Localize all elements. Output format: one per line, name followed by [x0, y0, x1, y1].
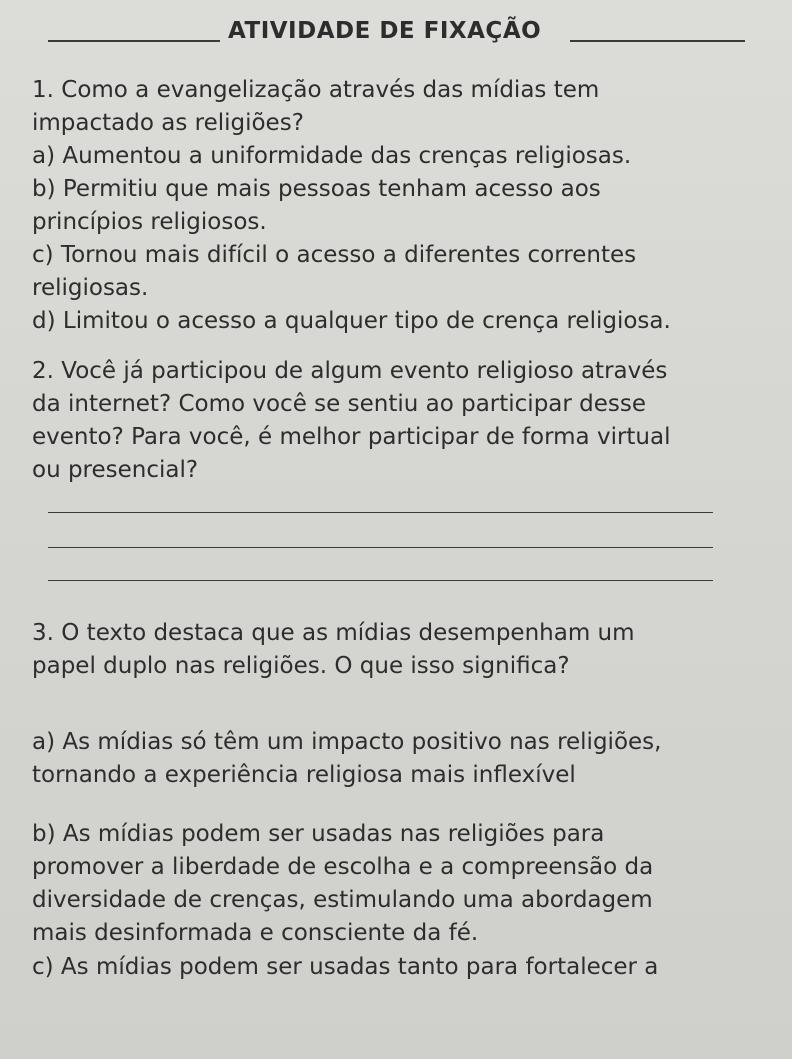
worksheet-title: ATIVIDADE DE FIXAÇÃO — [228, 18, 542, 44]
title-rule-left — [48, 40, 220, 42]
answer-line-3[interactable] — [48, 580, 713, 581]
question-2-line-1: 2. Você já participou de algum evento religioso através — [32, 358, 668, 384]
question-3-line-1: 3. O texto destaca que as mídias desempenham um — [32, 620, 635, 646]
question-1-option-c-line-1: c) Tornou mais difícil o acesso a diferentes correntes — [32, 242, 637, 268]
question-2-line-2: da internet? Como você se sentiu ao participar desse — [32, 391, 647, 417]
question-1-option-b-line-1: b) Permitiu que mais pessoas tenham acesso aos — [32, 176, 601, 202]
answer-line-2[interactable] — [48, 547, 713, 548]
title-rule-right — [570, 40, 745, 42]
question-3-option-b-line-3: diversidade de crenças, estimulando uma abordagem — [32, 887, 653, 913]
question-3-option-c — [32, 951, 752, 984]
question-3-option-b-line-1: b) As mídias podem ser usadas nas religiões para — [32, 821, 605, 847]
question-1 — [32, 74, 752, 338]
question-1-option-d: d) Limitou o acesso a qualquer tipo de crença religiosa. — [32, 308, 671, 334]
question-3-option-c-line-1: c) As mídias podem ser usadas tanto para fortalecer a — [32, 954, 659, 980]
answer-line-1[interactable] — [48, 512, 713, 513]
question-3-option-b-line-4: mais desinformada e consciente da fé. — [32, 920, 479, 946]
question-3-option-b — [32, 818, 752, 950]
question-3-line-2: papel duplo nas religiões. O que isso significa? — [32, 653, 570, 679]
question-1-option-b-line-2: princípios religiosos. — [32, 209, 267, 235]
question-2 — [32, 355, 752, 487]
question-1-option-a: a) Aumentou a uniformidade das crenças religiosas. — [32, 143, 632, 169]
question-3 — [32, 617, 752, 683]
question-2-line-3: evento? Para você, é melhor participar de forma virtual — [32, 424, 671, 450]
question-3-option-a — [32, 726, 752, 792]
question-3-option-a-line-1: a) As mídias só têm um impacto positivo nas religiões, — [32, 729, 662, 755]
question-1-prompt-line-2: impactado as religiões? — [32, 110, 304, 136]
question-2-line-4: ou presencial? — [32, 457, 199, 483]
worksheet-header — [48, 12, 748, 52]
question-1-prompt-line-1: 1. Como a evangelização através das mídias tem — [32, 77, 600, 103]
question-3-option-a-line-2: tornando a experiência religiosa mais inflexível — [32, 762, 576, 788]
question-3-option-b-line-2: promover a liberdade de escolha e a compreensão da — [32, 854, 654, 880]
question-1-option-c-line-2: religiosas. — [32, 275, 149, 301]
